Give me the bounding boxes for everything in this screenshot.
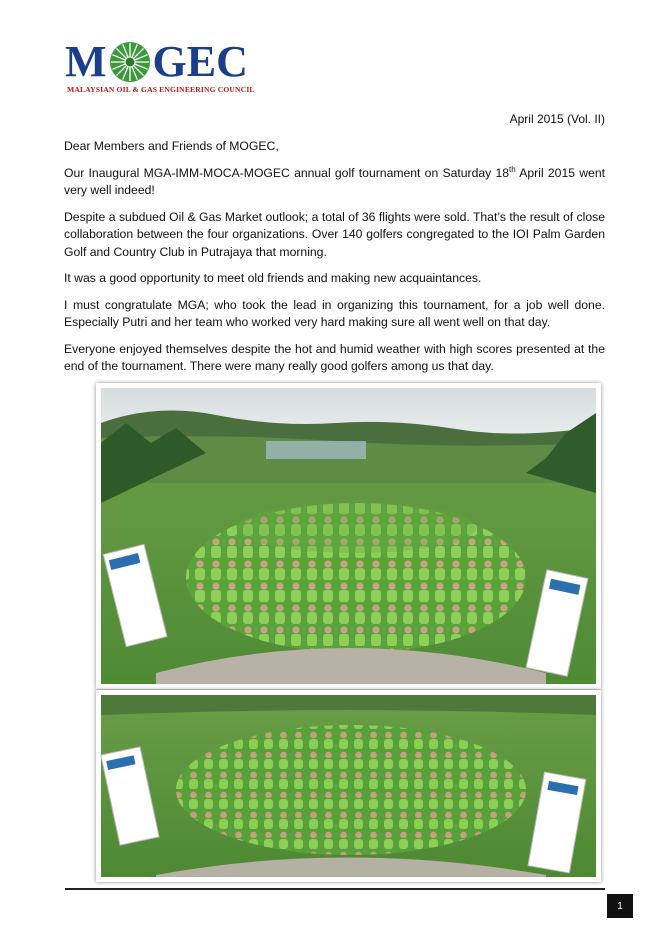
group-photo-top-image (96, 383, 601, 689)
group-photo-bottom (96, 690, 601, 882)
paragraph-1: Our Inaugural MGA-IMM-MOCA-MOGEC annual golf tournament on Saturday 18th April 2015 went very well indeed! (64, 164, 605, 197)
logo-subtitle: MALAYSIAN OIL & GAS ENGINEERING COUNCIL (67, 85, 255, 94)
group-photo-bottom-image (96, 690, 601, 882)
logo-letter-m: M (65, 37, 107, 86)
footer-divider (65, 888, 605, 890)
logo-letters-gec: GEC (152, 37, 248, 86)
salutation: Dear Members and Friends of MOGEC, (64, 139, 279, 153)
paragraph-2: Despite a subdued Oil & Gas Market outlook; a total of 36 flights were sold. That’s the result of close collaboration between the four organizations. Over 140 golfers congregated to the IOI Palm Garden Golf and Country Club in Putrajaya that morning. (64, 209, 605, 259)
letter-body (64, 138, 605, 385)
paragraph-5: Everyone enjoyed themselves despite the hot and humid weather with high scores presented at the end of the tournament. There were many really good golfers among us that day. (64, 341, 605, 373)
paragraph-3: It was a good opportunity to meet old friends and making new acquaintances. (64, 271, 482, 285)
mogec-logo (65, 37, 275, 96)
page-number: 1 (607, 894, 633, 918)
issue-date: April 2015 (Vol. II) (509, 112, 605, 126)
logo-wordmark (65, 37, 248, 86)
group-photo-top (96, 383, 601, 689)
paragraph-4: I must congratulate MGA; who took the lead in organizing this tournament, for a job well done. Especially Putri and her team who worked very hard making sure all went well on that day. (64, 297, 605, 329)
logo-palm-wheel-icon (109, 41, 151, 83)
